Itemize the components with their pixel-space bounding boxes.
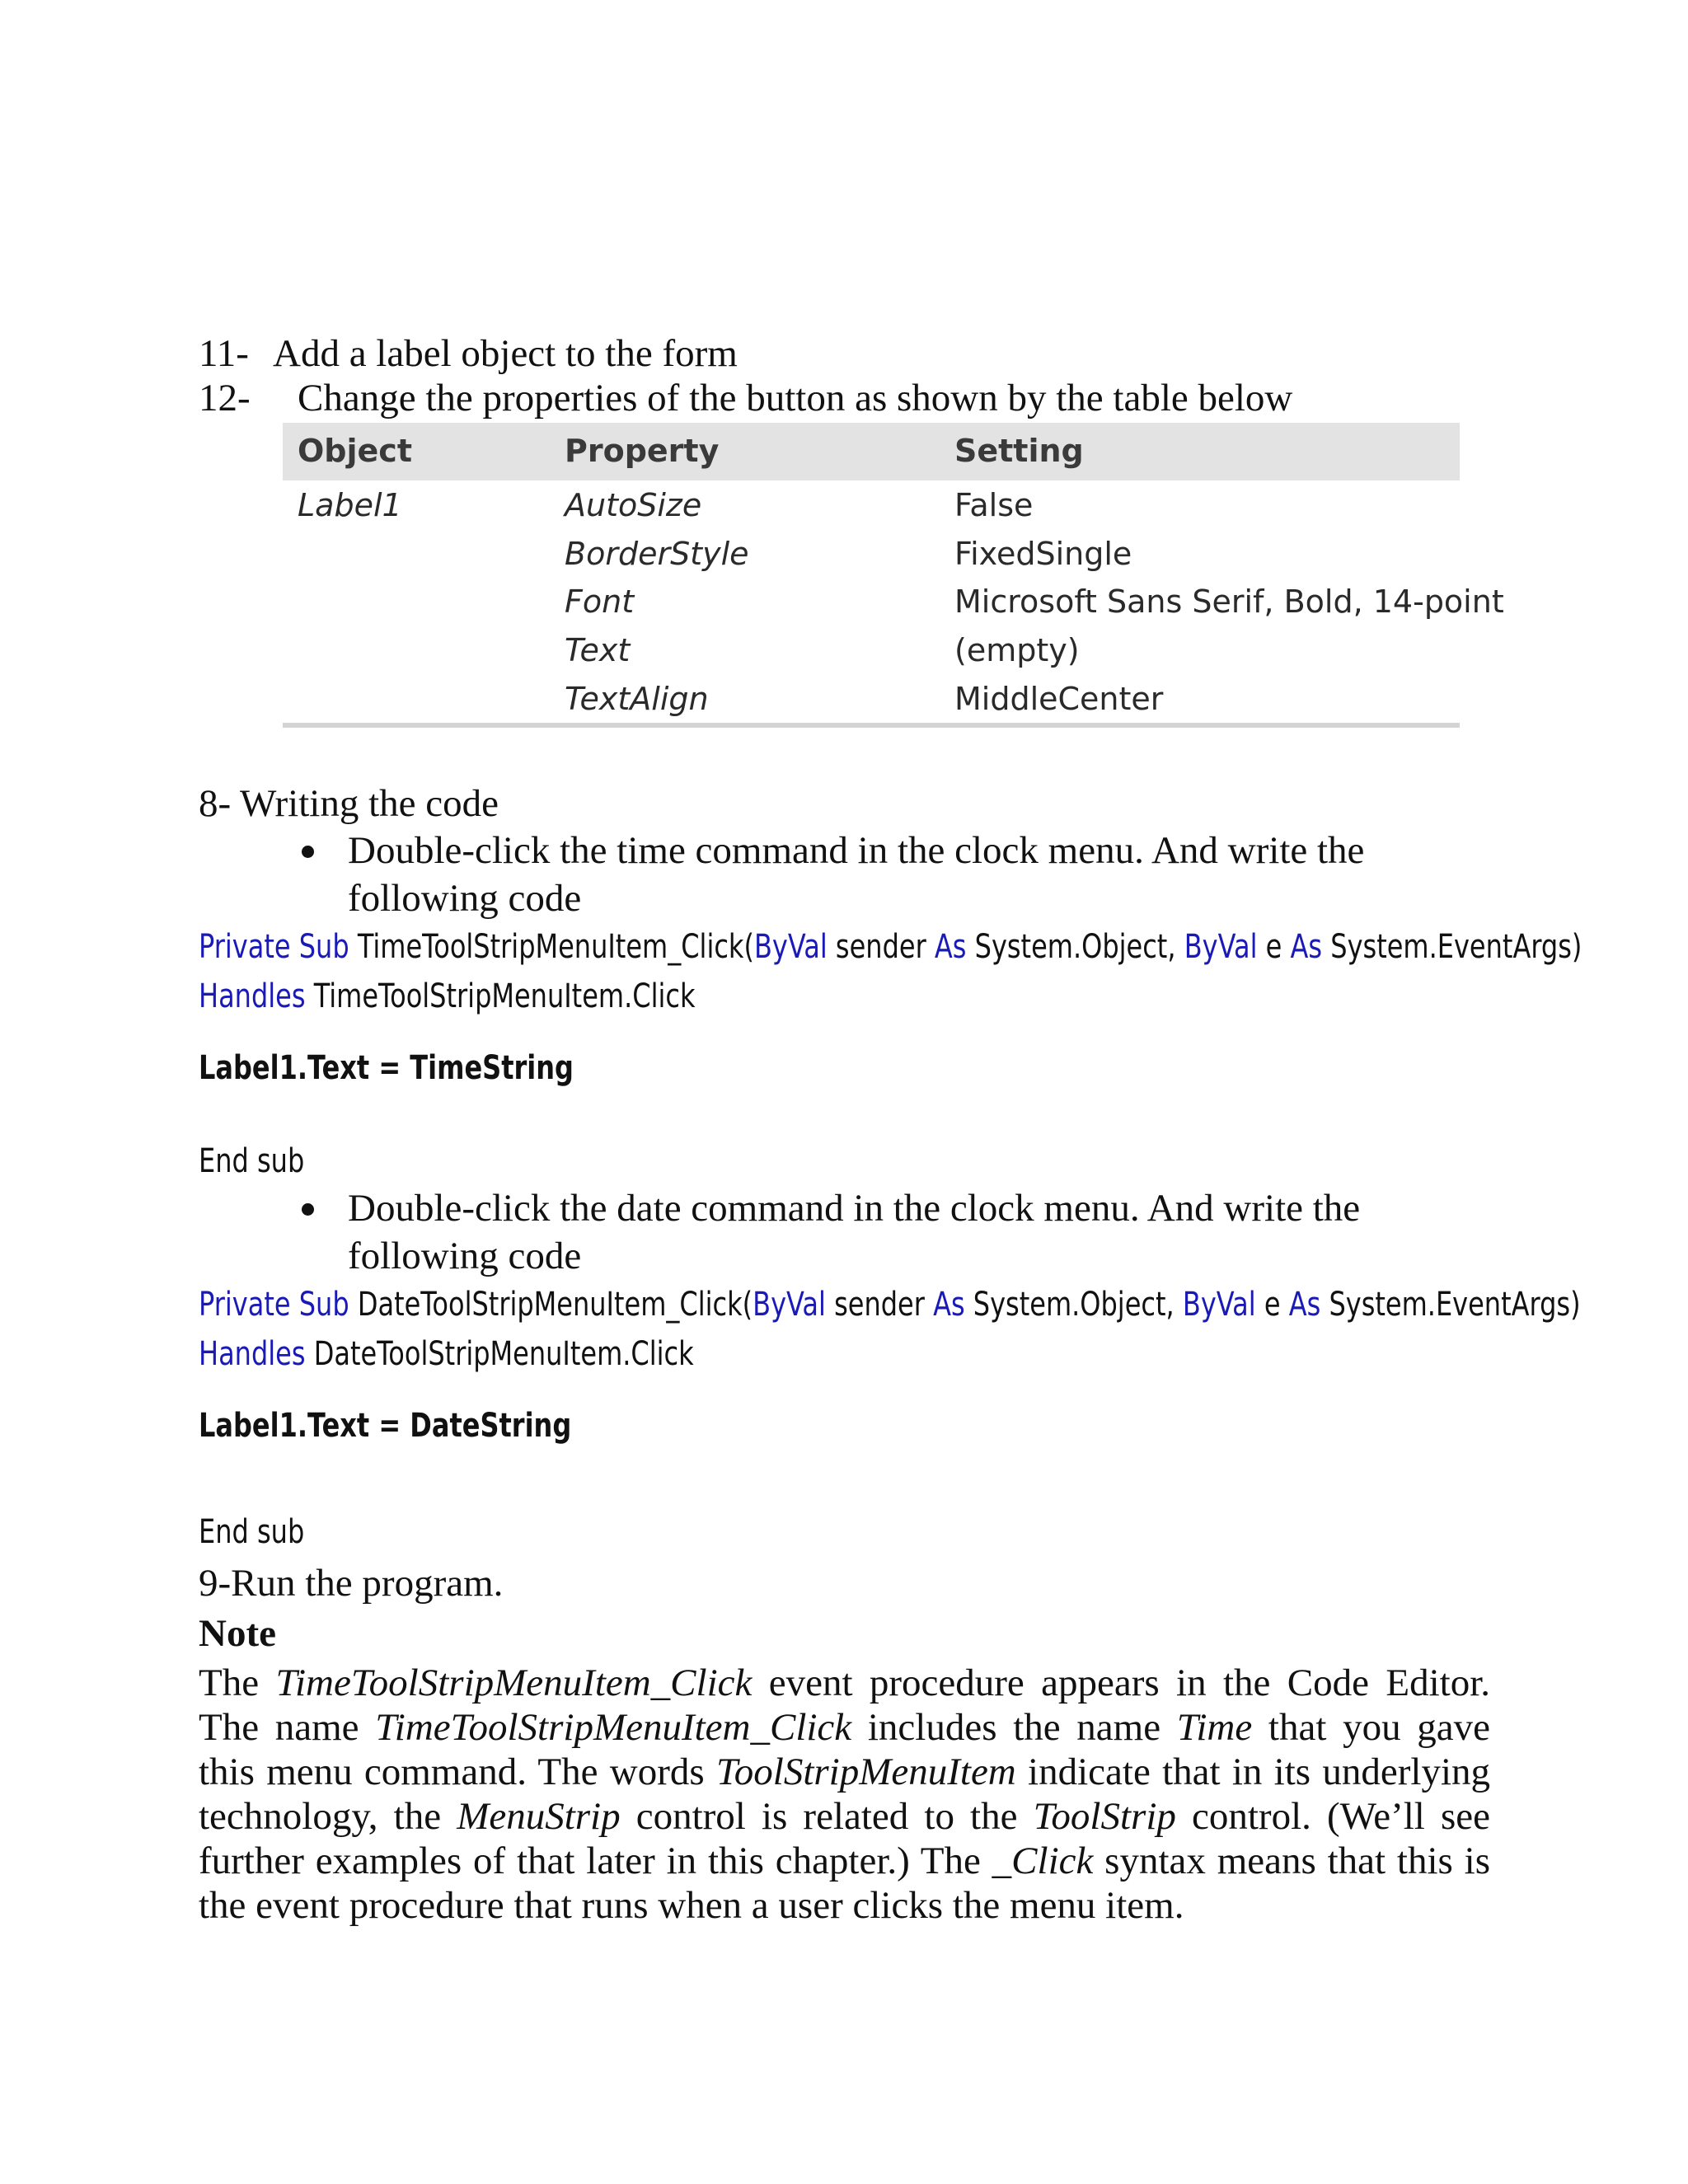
note-text: control is related to the xyxy=(620,1795,1034,1838)
code-keyword: ByVal xyxy=(1182,1286,1256,1324)
code-identifier: System.EventArgs) xyxy=(1322,928,1582,966)
note-text: indicate that in its underlying technology, the xyxy=(199,1750,1490,1838)
properties-table xyxy=(283,423,1504,729)
code-keyword: Sub xyxy=(298,928,349,966)
step-11-text: Add a label object to the form xyxy=(273,332,738,375)
code-keyword: Private xyxy=(199,928,291,966)
table-cell-setting: False xyxy=(954,487,1034,523)
code-keyword: ByVal xyxy=(1184,928,1258,966)
table-cell-property: Text xyxy=(565,632,631,668)
note-emphasis: ToolStripMenuItem xyxy=(715,1750,1016,1793)
bullet-time-line2: following code xyxy=(348,877,582,920)
code-keyword: ByVal xyxy=(753,1286,826,1324)
code-keyword: As xyxy=(934,928,967,966)
bullet-date-line2: following code xyxy=(348,1235,582,1277)
bullet-icon xyxy=(302,1203,314,1216)
table-bottom-rule xyxy=(283,723,1460,728)
step-8-text: 8- Writing the code xyxy=(199,782,499,825)
code-identifier: System.EventArgs) xyxy=(1320,1286,1581,1324)
note-emphasis: TimeToolStripMenuItem_Click xyxy=(275,1661,753,1704)
code-keyword: Handles xyxy=(199,1335,306,1373)
code-identifier: TimeToolStripMenuItem.Click xyxy=(305,977,696,1015)
note-text: The xyxy=(199,1661,276,1704)
code-time-signature xyxy=(199,928,1582,966)
table-cell-setting: Microsoft Sans Serif, Bold, 14-point xyxy=(954,583,1504,620)
code-date-handles xyxy=(199,1335,694,1373)
note-emphasis: ToolStrip xyxy=(1033,1795,1176,1838)
table-cell-object: Label1 xyxy=(298,487,402,523)
code-identifier: sender xyxy=(827,928,935,966)
code-identifier: e xyxy=(1257,928,1291,966)
code-time-handles xyxy=(199,977,696,1015)
table-cell-property: AutoSize xyxy=(565,487,702,523)
note-emphasis: Time xyxy=(1176,1706,1253,1749)
bullet-time-line1: Double-click the time command in the clock menu. And write the xyxy=(348,829,1365,872)
code-keyword: Handles xyxy=(199,977,306,1015)
code-date-signature xyxy=(199,1286,1581,1324)
note-paragraph xyxy=(199,1661,1490,1928)
code-identifier: e xyxy=(1255,1286,1289,1324)
note-title: Note xyxy=(199,1612,276,1655)
code-time-end: End sub xyxy=(199,1142,305,1180)
table-cell-setting: FixedSingle xyxy=(954,536,1132,572)
step-11-number: 11- xyxy=(199,332,249,375)
code-keyword: Private xyxy=(199,1286,291,1324)
code-identifier: TimeToolStripMenuItem_Click( xyxy=(357,928,754,966)
note-emphasis: TimeToolStripMenuItem_Click xyxy=(375,1706,852,1749)
header-setting: Setting xyxy=(954,433,1084,469)
code-keyword: Sub xyxy=(298,1286,349,1324)
code-keyword: ByVal xyxy=(753,928,828,966)
code-keyword: As xyxy=(1290,928,1323,966)
code-identifier: sender xyxy=(825,1286,934,1324)
table-cell-property: Font xyxy=(565,583,635,620)
bullet-date-line1: Double-click the date command in the clock menu. And write the xyxy=(348,1187,1361,1230)
note-emphasis: MenuStrip xyxy=(457,1795,621,1838)
note-text: control. (We’ll see further examples of that later in this chapter.) The xyxy=(199,1795,1490,1882)
bullet-icon xyxy=(302,846,314,858)
step-12-text: Change the properties of the button as shown by the table below xyxy=(298,377,1293,419)
code-date-end: End sub xyxy=(199,1513,305,1551)
table-cell-setting: (empty) xyxy=(954,632,1080,668)
header-property: Property xyxy=(565,433,720,469)
note-text: event procedure appears in the Code Editor. The name xyxy=(199,1661,1490,1749)
code-time-body: Label1.Text = TimeString xyxy=(199,1049,574,1087)
properties-table-header xyxy=(283,423,1460,480)
table-cell-property: BorderStyle xyxy=(565,536,749,572)
code-identifier: DateToolStripMenuItem_Click( xyxy=(357,1286,753,1324)
code-keyword: As xyxy=(933,1286,965,1324)
code-keyword: As xyxy=(1288,1286,1321,1324)
note-text: syntax means that this is the event procedure that runs when a user clicks the menu item. xyxy=(199,1840,1490,1927)
code-identifier: DateToolStripMenuItem.Click xyxy=(305,1335,694,1373)
note-text: includes the name xyxy=(851,1706,1177,1749)
step-12-number: 12- xyxy=(199,377,251,419)
code-identifier: System.Object, xyxy=(966,928,1184,966)
note-emphasis: _Click xyxy=(992,1840,1094,1882)
note-text: that you gave this menu command. The words xyxy=(199,1706,1491,1793)
code-date-body: Label1.Text = DateString xyxy=(199,1407,572,1445)
table-cell-property: TextAlign xyxy=(565,681,709,717)
code-identifier: System.Object, xyxy=(964,1286,1183,1324)
table-cell-setting: MiddleCenter xyxy=(954,681,1164,717)
header-object: Object xyxy=(298,433,412,469)
step-9-text: 9-Run the program. xyxy=(199,1562,504,1605)
